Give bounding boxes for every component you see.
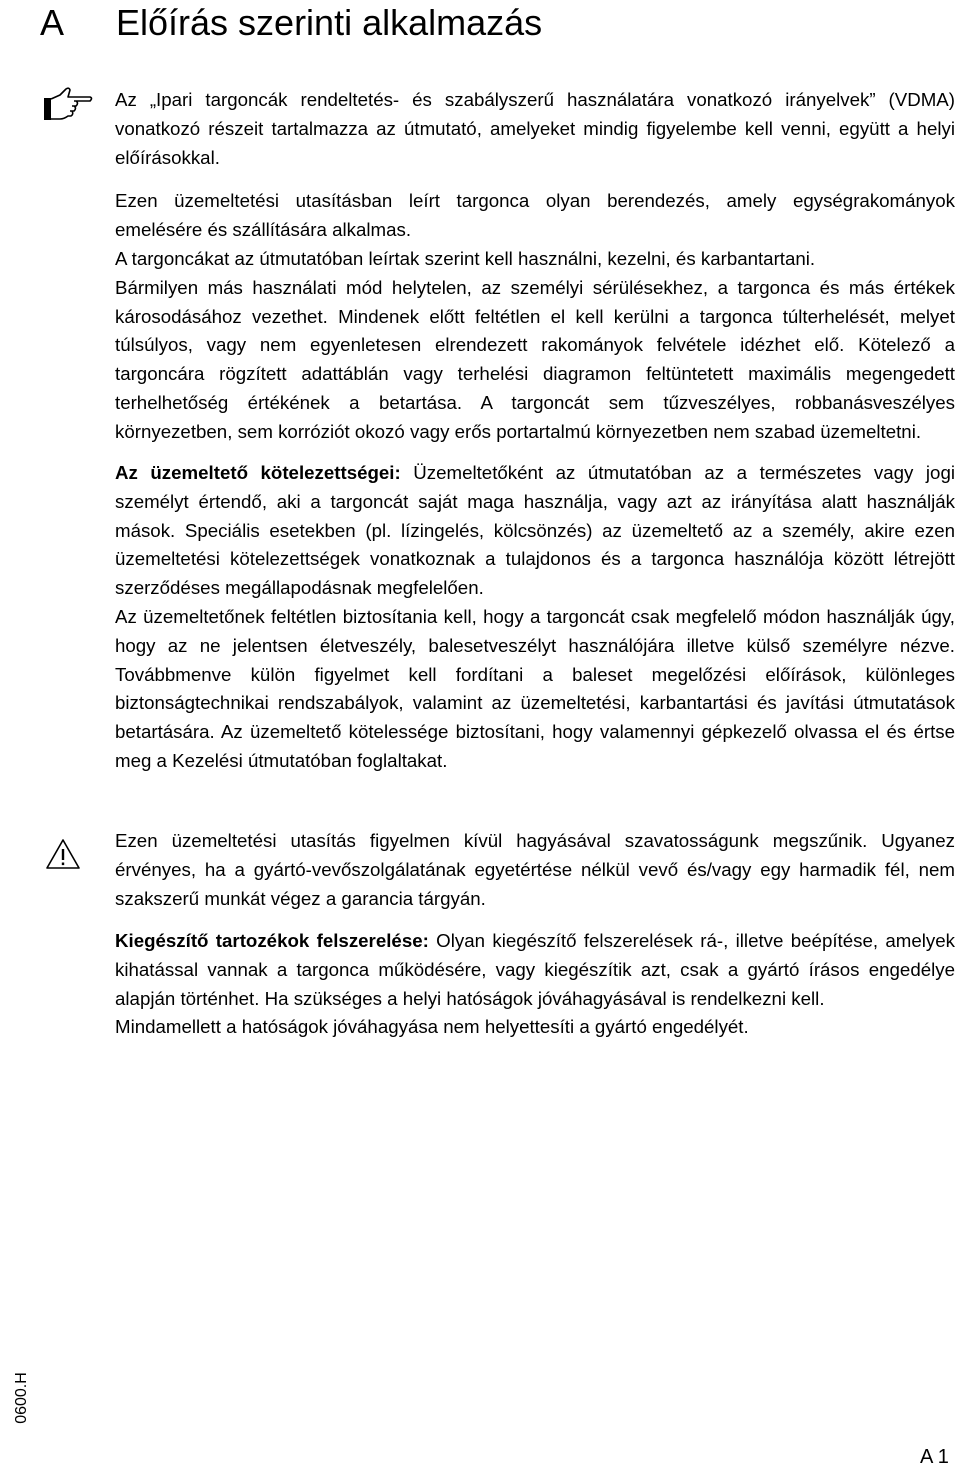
operator-heading: Az üzemeltető kötelezettségei: — [115, 462, 401, 483]
page-number: A 1 — [920, 1446, 949, 1468]
operator-paragraph — [115, 459, 955, 603]
document-code: 0600.H — [13, 1372, 30, 1424]
section-title: Előírás szerinti alkalmazás — [116, 2, 543, 43]
operator-obligations-block — [115, 459, 955, 776]
pointing-hand-icon — [42, 86, 94, 126]
authority-paragraph: Mindamellett a hatóságok jóváhagyása nem helyettesíti a gyártó engedélyét. — [115, 1016, 749, 1038]
warning-triangle-icon — [45, 838, 81, 870]
accessories-block — [115, 927, 955, 1042]
vdma-paragraph: Az „Ipari targoncák rendeltetés- és szabályszerű használatára vonatkozó irányelvek” (VDMA) vonatkozó részeit tartalmazza az útmutató, amelyeket mindig figyelembe kell venni, együtt a helyi előírásokkal. — [115, 89, 955, 168]
accessories-text: Olyan kiegészítő felszerelések rá-, illetve beépítése, amelyek kihatással vannak a targonca működésére, vagy kiegészítik azt, csak a gyártó írásos engedélye alapján történhet. Ha szükséges a helyi hatóságok jóváhagyásával is rendelkezni kell. — [115, 930, 955, 1009]
usage-paragraph: A targoncákat az útmutatóban leírtak szerint kell használni, kezelni, és karbantartani. — [115, 247, 816, 269]
section-letter: A — [40, 2, 65, 43]
operator-text: Üzemeltetőként az útmutatóban az a természetes vagy jogi személyt értendő, aki a targoncát saját maga használja, vagy azt az irányítása alatt használják mások. Speciális esetekben (pl. lízingelés, kölcsönzés) az üzemeltető az a személy, akire ezen üzemeltetési kötelezettségek vonatkoznak a tulajdonos és a targonca használója között létrejött szerződéses megállapodásnak megfelelően. — [115, 462, 955, 599]
accessories-heading: Kiegészítő tartozékok felszerelése: — [115, 930, 429, 951]
accessories-paragraph — [115, 927, 955, 1013]
warranty-block — [115, 827, 955, 913]
operator-duty-paragraph: Az üzemeltetőnek feltétlen biztosítania kell, hogy a targoncát csak megfelelő módon használják úgy, hogy az ne jelentsen életveszély, balesetveszélyt használójára illetve külső személyre nézve. Továbbmenve külön figyelmet kell fordítani a baleset megelőzési előírások, különleges biztonságtechnikai rendszabályok, valamint az üzemeltetési, karbantartási és javítási útmutatások betartására. Az üzemeltető kötelessége biztosítani, hogy valamennyi gépkezelő olvassa el és értse meg a Kezelési útmutatóban foglaltakat. — [115, 605, 955, 771]
purpose-paragraph: Ezen üzemeltetési utasításban leírt targonca olyan berendezés, amely egységrakományok emelésére és szállítására alkalmas. — [115, 190, 955, 241]
warranty-paragraph: Ezen üzemeltetési utasítás figyelmen kívül hagyásával szavatosságunk megszűnik. Ugyanez érvényes, ha a gyártó-vevőszolgálatának egyetértése nélkül vevő és/vagy egy harmadik fél, nem szakszerű munkát végez a garancia tárgyán. — [115, 830, 955, 909]
misuse-paragraph: Bármilyen más használati mód helytelen, az személyi sérülésekhez, a targonca és más értékek károsodásához vezethet. Mindenek előtt feltétlen el kell kerülni a targonca túlterhelését, melyet túlsúlyos, vagy nem egyenletesen elrendezett rakományok felvétele idézhet elő. Kötelező a targoncára rögzített adattáblán vagy terhelési diagramon feltüntetett maximális megengedett terhelhetőség értékének a betartása. A targoncát sem tűzveszélyes, robbanásveszélyes környezetben, sem korróziót okozó vagy erős portartalmú környezetben nem szabad üzemeltetni. — [115, 276, 955, 442]
intro-block — [115, 86, 955, 447]
